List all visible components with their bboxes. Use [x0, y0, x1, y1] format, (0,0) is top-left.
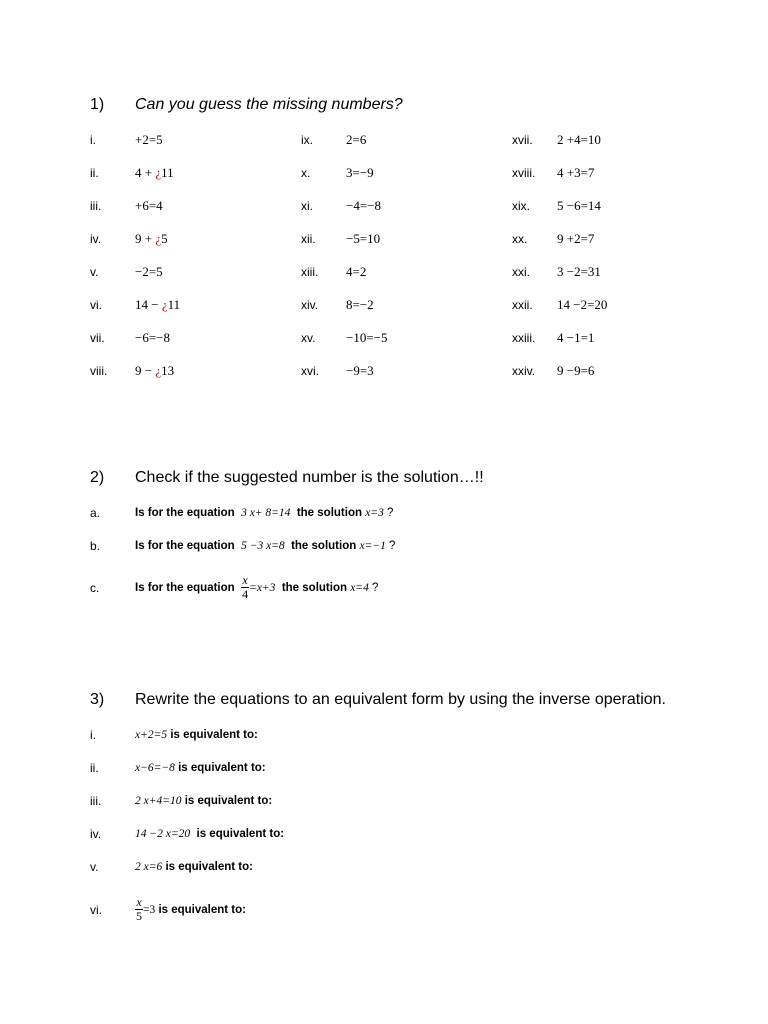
- item-label: xii.: [301, 232, 316, 246]
- q3-title: Rewrite the equations to an equivalent form by using the inverse operation.: [135, 691, 666, 708]
- item-label: a.: [90, 506, 101, 520]
- q1-number: 1): [90, 96, 105, 113]
- item-equation: 2 +4=10: [557, 132, 601, 147]
- item-label: xix.: [512, 199, 530, 213]
- item-equation: −2=5: [135, 264, 163, 279]
- item-equation: 9 − ¿13: [135, 363, 175, 378]
- item-text: 14 −2 x=20 is equivalent to:: [135, 828, 285, 840]
- item-label: vii.: [90, 331, 105, 345]
- item-equation: −10=−5: [346, 330, 388, 345]
- item-label: xv.: [301, 331, 316, 345]
- equation: 3 x+ 8=14: [241, 507, 291, 519]
- equation: x−6=−8: [135, 762, 175, 774]
- q2-title: Check if the suggested number is the solution…!!: [135, 469, 484, 486]
- item-label: iii.: [90, 199, 102, 213]
- item-label: b.: [90, 539, 101, 553]
- item-equation: 5 −6=14: [557, 198, 601, 213]
- item-label: i.: [90, 728, 96, 742]
- equation: =x+3: [249, 582, 276, 594]
- item-label: ii.: [90, 166, 99, 180]
- solution: x=4: [350, 582, 369, 594]
- item-text: Is for the equation $\frac{x}{4}$ =x+3 the solution x=4 ?: [135, 573, 379, 602]
- item-equation: 8=−2: [346, 297, 374, 312]
- item-label: iv.: [90, 827, 102, 841]
- solution: x=−1: [359, 540, 386, 552]
- item-equation: −6=−8: [135, 330, 170, 345]
- item-label: xxi.: [512, 265, 530, 279]
- item-text: Is for the equation 5 −3 x=8 the solution x=−1 ?: [135, 540, 396, 552]
- item-equation: −4=−8: [346, 198, 381, 213]
- q2-number: 2): [90, 469, 105, 486]
- item-text: 2 x+4=10 is equivalent to:: [135, 795, 273, 807]
- item-label: xvii.: [512, 133, 533, 147]
- item-equation: 4 +3=7: [557, 165, 595, 180]
- item-equation: 4 + ¿11: [135, 165, 174, 180]
- item-label: iv.: [90, 232, 102, 246]
- equation: =3: [143, 904, 156, 916]
- item-equation: +2=5: [135, 132, 163, 147]
- item-equation: 9 + ¿5: [135, 231, 168, 246]
- item-text: 2 x=6 is equivalent to:: [135, 861, 253, 873]
- fraction: $\frac{x}{5}$: [136, 895, 142, 924]
- item-equation: 14 −2=20: [557, 297, 608, 312]
- fraction: $\frac{x}{4}$: [242, 573, 249, 602]
- equation: 5 −3 x=8: [241, 540, 285, 552]
- item-label: xviii.: [512, 166, 536, 180]
- item-label: xx.: [512, 232, 528, 246]
- equation: 2 x=6: [135, 861, 163, 873]
- equation: x+2=5: [135, 729, 168, 741]
- item-text: x+2=5 is equivalent to:: [135, 729, 258, 741]
- item-label: viii.: [90, 364, 108, 378]
- equation: 2 x+4=10: [135, 795, 182, 807]
- item-label: x.: [301, 166, 311, 180]
- item-equation: 3 −2=31: [557, 264, 601, 279]
- item-label: xxii.: [512, 298, 533, 312]
- item-label: v.: [90, 860, 99, 874]
- item-equation: 14 − ¿11: [135, 297, 181, 312]
- item-text: x−6=−8 is equivalent to:: [135, 762, 266, 774]
- item-label: xvi.: [301, 364, 319, 378]
- item-equation: −9=3: [346, 363, 374, 378]
- item-label: vi.: [90, 298, 102, 312]
- q1-title: Can you guess the missing numbers?: [135, 96, 403, 113]
- item-label: xi.: [301, 199, 313, 213]
- item-equation: 2=6: [346, 132, 367, 147]
- item-label: xxiv.: [512, 364, 536, 378]
- item-equation: 9 −9=6: [557, 363, 595, 378]
- item-label: xiv.: [301, 298, 319, 312]
- item-equation: 4=2: [346, 264, 367, 279]
- item-label: iii.: [90, 794, 102, 808]
- item-equation: 4 −1=1: [557, 330, 595, 345]
- item-label: ii.: [90, 761, 99, 775]
- item-label: v.: [90, 265, 99, 279]
- item-label: xiii.: [301, 265, 319, 279]
- q3-number: 3): [90, 691, 105, 708]
- item-text: $\frac{x}{5}$ =3 is equivalent to:: [136, 895, 246, 924]
- equation: 14 −2 x=20: [135, 828, 191, 840]
- item-label: i.: [90, 133, 96, 147]
- item-label: ix.: [301, 133, 313, 147]
- item-label: vi.: [90, 903, 102, 917]
- item-equation: +6=4: [135, 198, 163, 213]
- item-equation: 3=−9: [346, 165, 374, 180]
- item-equation: −5=10: [346, 231, 381, 246]
- item-equation: 9 +2=7: [557, 231, 595, 246]
- item-text: Is for the equation 3 x+ 8=14 the solution x=3 ?: [135, 507, 394, 519]
- solution: x=3: [365, 507, 384, 519]
- item-label: xxiii.: [512, 331, 536, 345]
- item-label: c.: [90, 581, 100, 595]
